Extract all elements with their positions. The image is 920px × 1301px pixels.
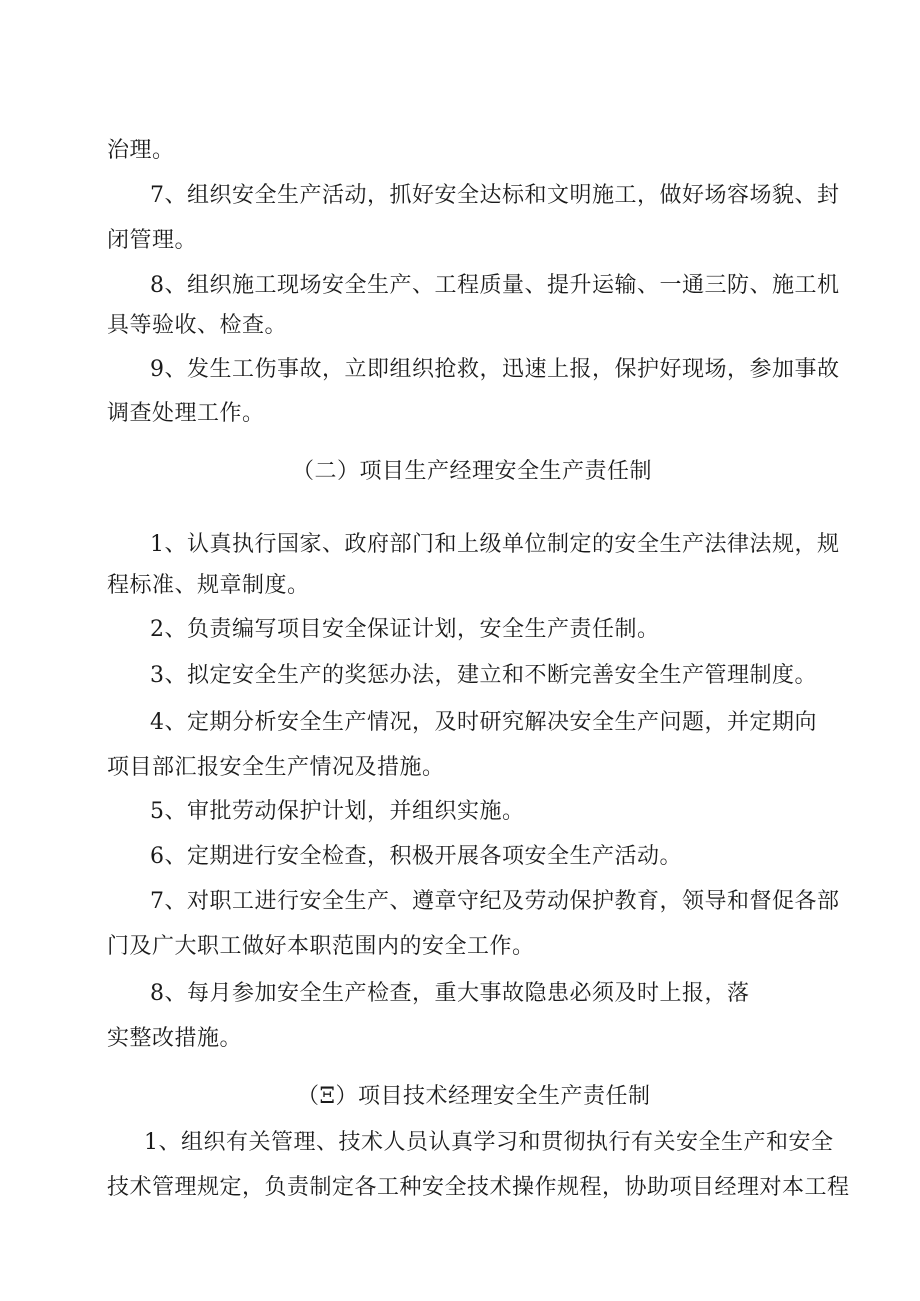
text-line: 门及广大职工做好本职范围内的安全工作。 <box>107 934 535 959</box>
text-line: 3、拟定安全生产的奖惩办法，建立和不断完善安全生产管理制度。 <box>150 663 817 688</box>
text-line: 闭管理。 <box>107 228 198 253</box>
text-line: 4、定期分析安全生产情况，及时研究解决安全生产问题，并定期向 <box>150 710 817 735</box>
text-line: 技术管理规定，负责制定各工种安全技术操作规程，协助项目经理对本工程 <box>107 1175 850 1200</box>
text-line: 1、认真执行国家、政府部门和上级单位制定的安全生产法律法规，规 <box>150 532 840 557</box>
text-line: 2、负责编写项目安全保证计划，安全生产责任制。 <box>150 617 660 642</box>
text-line: 程标准、规章制度。 <box>107 573 310 598</box>
text-line: 7、组织安全生产活动，抓好安全达标和文明施工，做好场容场貌、封 <box>150 183 840 208</box>
text-line: 项目部汇报安全生产情况及措施。 <box>107 755 445 780</box>
text-line: 治理。 <box>107 138 175 163</box>
text-line: 具等验收、检查。 <box>107 313 288 338</box>
text-line: 实整改措施。 <box>107 1026 243 1051</box>
text-line: 8、每月参加安全生产检查，重大事故隐患必须及时上报，落 <box>150 981 750 1006</box>
text-line: 7、对职工进行安全生产、遵章守纪及劳动保护教育，领导和督促各部 <box>150 889 840 914</box>
section-heading: （Ξ）项目技术经理安全生产责任制 <box>297 1084 651 1109</box>
text-line: 5、审批劳动保护计划，并组织实施。 <box>150 799 525 824</box>
text-line: 6、定期进行安全检查，积极开展各项安全生产活动。 <box>150 844 682 869</box>
text-line: 9、发生工伤事故，立即组织抢救，迅速上报，保护好现场，参加事故 <box>150 357 840 382</box>
text-line: 8、组织施工现场安全生产、工程质量、提升运输、一通三防、施工机 <box>150 273 840 298</box>
section-heading: （二）项目生产经理安全生产责任制 <box>292 459 653 484</box>
text-line: 1、组织有关管理、技术人员认真学习和贯彻执行有关安全生产和安全 <box>144 1130 834 1155</box>
text-line: 调查处理工作。 <box>107 401 265 426</box>
